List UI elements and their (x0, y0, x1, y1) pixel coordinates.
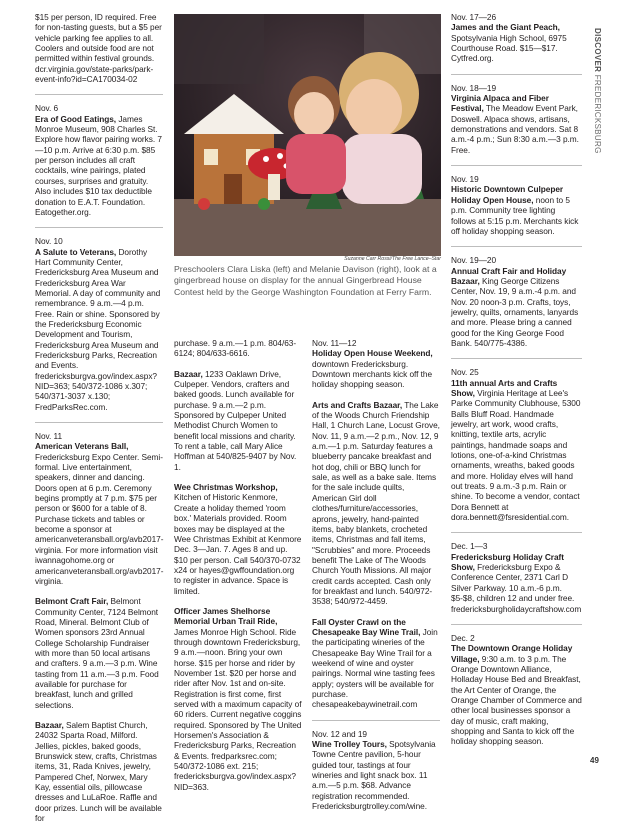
event-body: James Monroe High School. Ride through downtown Fredericksburg, 9 a.m.—noon. Bring your own horse. $15 per horse and rider by November 1st. $20 per horse and rider after Nov. 1st and on-site. Registration is first come, first served with a maximum capacity of 60 riders. Current negative coggins required. Sponsored by The United Horsemen's Association & Fredericksburg Parks, Recreation & Events. fredparksrec.com; 540/372-1086 ext. 215; fredericksburgva.gov/index.aspx?NID=363. (174, 626, 302, 792)
running-head (592, 28, 604, 178)
event-entry (451, 633, 582, 747)
event-entry (312, 617, 440, 710)
divider (35, 227, 163, 228)
divider (35, 94, 163, 95)
event-title: Virginia Alpaca and Fiber Festival, (451, 93, 549, 114)
event-entry (312, 400, 440, 607)
divider (451, 358, 582, 359)
event-date: Nov. 11 (35, 431, 63, 442)
event-title: 11th annual Arts and Crafts Show, (451, 377, 558, 398)
event-date: Dec. 1—3 (451, 541, 488, 552)
event-body: Kitchen of Historic Kenmore, Create a holiday themed 'room box.' Materials provided. Room boxes may be displayed at the Wee Christmas Exhibit at Kenmore Dec. 3—Jan. 7. Ages 8 and up. $10 per person. Call 540/370-0732 x24 or hayes@gwffoundation.org to register in advance. Space is limited. (174, 492, 302, 596)
event-date: Nov. 19—20 (451, 255, 497, 266)
event-entry (312, 729, 440, 812)
column-3 (312, 338, 440, 821)
event-entry (35, 236, 163, 412)
event-body: The Meadow Event Park, Doswell. Alpaca shows, artisans, demonstrations and vendors. Sat 8 a.m.-4 p.m.; Sun 8:30 a.m.—3 p.m. Free. (451, 103, 579, 155)
event-entry (35, 103, 163, 217)
event-body: 1233 Oaklawn Drive, Culpeper. Vendors, crafters and baked goods. Lunch available for purchase. 9 a.m.—2 p.m. Sponsored by Culpeper United Methodist Church Women to benefit local missions and charity. To rent a table, call Mary Alice Hoffman at 540/825-9407 by Nov. 1. (174, 368, 297, 472)
event-body: King George Citizens Center, Nov. 19, 9 a.m.-4 p.m. and Nov. 20 noon-3 p.m. Crafts, toys, jewelry, quilts, ornaments, lanyards and more. Please bring a canned good for the King George Food Bank. 540/775-4386. (451, 275, 579, 348)
event-entry (35, 720, 163, 823)
event-entry (35, 431, 163, 586)
photo-caption: Preschoolers Clara Liska (left) and Melanie Davison (right), look at a gingerbread house on display for the annual Gingerbread House Contest held by the George Washington Foundation at Ferry Farm. (174, 264, 437, 297)
event-body: Fredericksburg Expo Center. Semi-formal. Live entertainment, speakers, dinner and dancing. Doors open at 6 p.m. Ceremony begins promptly at 7 p.m. $75 per person or $600 for a table of 8. Purchase tickets and tables or become a sponsor at americanveteransball.org/avb2017-virginia. For more information visit iwannagohome.org or americanveteransball.org/avb2017-virginia. (35, 451, 164, 586)
divider (451, 246, 582, 247)
event-entry (451, 367, 582, 522)
event-date: Nov. 19 (451, 174, 479, 185)
event-title: James and the Giant Peach, (451, 22, 560, 33)
event-body: Virginia Heritage at Lee's Parke Community Clubhouse, 5300 Balls Bluff Road. Handmade jewelry, art work, wood crafts, knitting, textile arts, acrylic paintings, handmade soaps and lotions, one-of-a-kind Christmas ornaments, wreaths, baked goods and more. Holiday elves will hand out treats. 9 a.m.-3 p.m. Rain or shine. To become a vendor, contact Dora Bennett at dora.bennett@fsresidential.com. (451, 387, 581, 523)
event-entry (312, 338, 440, 390)
event-body: Spotsylvania Towne Centre pavilion, 5-hour guided tour, tastings at four wineries and light snack box. 11 a.m.—5 p.m. $68. Advance registration recommended. Fredericksburgtrolley.com/wine. (312, 739, 436, 812)
event-entry (35, 12, 163, 84)
event-body: Belmont Community Center, 7124 Belmont Road, Mineral. Belmont Club of Women sponsors 23rd Annual College Scholarship Fundraiser with more than 50 local artisans and crafters. 9 a.m.—3 p.m. Wine tasting from 11 a.m.—3 p.m. Food available for purchase for breakfast, lunch and grilled selections. (35, 596, 159, 710)
page-number: 49 (590, 756, 599, 765)
event-title: Era of Good Eatings, (35, 113, 117, 124)
event-date: Nov. 10 (35, 236, 63, 247)
event-entry (451, 83, 582, 155)
event-title: Bazaar, (174, 368, 203, 379)
column-1 (35, 12, 163, 833)
event-entry (174, 606, 302, 792)
event-date: Dec. 2 (451, 632, 475, 643)
event-entry (174, 482, 302, 596)
event-body: noon to 5 p.m. Community tree lighting follows at 5:15 p.m. Merchants kick off holiday shopping season. (451, 194, 579, 236)
event-body: Dorothy Hart Community Center, Fredericksburg Area Museum and Fredericksburg Area War Memorial. A day of community and remembrance. 9 a.m.—4 p.m. Free. Rain or shine. Sponsored by the Fredericksburg Economic Development and Tourism, Fredericksburg Area Museum and Fredericksburg Parks, Recreation and Events. fredericksburgva.gov/index.aspx?NID=363; 540/372-1086 x.307; 540/371-3037 x.130; FredParksRec.com. (35, 246, 161, 412)
event-body: James Monroe Museum, 908 Charles St. Explore how flavor pairing works. 7—10 p.m. Arrive at 6:30 p.m. $85 per person includes all craft cocktails, wine pairings, plated courses, surprises and gratuity. Also includes $10 tax deductible donation to E.A.T. Foundation. Eatogether.org. (35, 113, 162, 217)
event-date: Nov. 25 (451, 367, 479, 378)
event-title: American Veterans Ball, (35, 441, 129, 452)
event-title: Wee Christmas Workshop, (174, 482, 278, 493)
event-entry (35, 596, 163, 710)
event-entry (451, 255, 582, 348)
photo-illustration (174, 14, 441, 256)
event-date: Nov. 17—26 (451, 12, 497, 22)
event-body: purchase. 9 a.m.—1 p.m. 804/63-6124; 804/633-6616. (174, 338, 297, 359)
event-body: $15 per person, ID required. Free for non-tasting guests, but a $5 per vehicle parking fee applies to all. Coolers and outside food are not permitted within festival grounds. dcr.virginia.gov/state-parks/park-event-info?id=CA170034-02 (35, 12, 162, 85)
column-2 (174, 338, 302, 802)
event-entry (174, 369, 302, 472)
running-head-city: FREDERICKSBURG (593, 74, 602, 154)
event-entry (451, 174, 582, 236)
event-body: downtown Fredericksburg. Downtown merchants kick off the holiday shopping season. (312, 358, 433, 390)
event-body: The Lake of the Woods Church Friendship Hall, 1 Church Lane, Locust Grove, Nov. 11, 9 a.m.—2 p.m., Nov. 12, 9 a.m.—1 p.m. Saturday features a blueberry pancake breakfast and hot dog, chili or BBQ lunch for sale, as well as a bake sale. Items for the sale include quilts, American Girl doll clothes/furniture/accessories, aprons, jewelry, hand-painted items, baby blankets, crocheted items, Christmas and fall items, "Scrubbies" and more. Proceeds benefit The Lake of The Woods Church Youth Missions. All major credit cards accepted. Cash only for breakfast and lunch. 540/972-3538; 540/972-4459. (312, 399, 440, 607)
running-head-section: DISCOVER (593, 28, 602, 73)
event-title: Holiday Open House Weekend, (312, 348, 433, 359)
event-title: Belmont Craft Fair, (35, 596, 109, 607)
event-date: Nov. 11—12 (312, 338, 357, 348)
event-body: 9:30 a.m. to 3 p.m. The Orange Downtown Alliance, Holladay House Bed and Breakfast, the Art Center of Orange, the Orange Chamber of Commerce and other local businesses sponsor a day of music, craft making, shopping and Santa to kick off the holiday shopping season. (451, 653, 582, 747)
event-date: Nov. 6 (35, 103, 59, 114)
event-body: Salem Baptist Church, 24032 Sparta Road, Milford. Jellies, pickles, baked goods, Brunswick stew, crafts, Christmas items, 31, Rada Knives, jewelry, Pampered Chef, Norwex, Mary Kay, essential oils, pillowcase dresses and LuLaRoe. Raffle and door prizes. Lunch will be available for (35, 719, 162, 824)
event-entry (174, 338, 302, 359)
event-title: Wine Trolley Tours, (312, 739, 387, 750)
event-body: Spotsylvania High School, 6975 Courthouse Road. $15—$17. Cytfred.org. (451, 32, 567, 64)
gingerbread-photo (174, 14, 441, 256)
column-4 (451, 12, 582, 757)
photo-credit: Suzanne Carr Rossi/The Free Lance–Star (344, 256, 441, 262)
event-body: Join the participating wineries of the Chesapeake Bay Wine Trail for a weekend of wine and oyster pairings. Normal wine tasting fees apply; oysters will be available for purchase. chesapeakebaywinetrail.com (312, 626, 438, 710)
divider (451, 74, 582, 75)
event-body: Fredericksburg Expo & Conference Center, 2371 Carl D Silver Parkway. 10 a.m.-6 p.m. $5-$8, children 12 and under free. fredericksburgholidaycraftshow.com (451, 562, 582, 614)
event-title: Annual Craft Fair and Holiday Bazaar, (451, 265, 567, 286)
event-title: Historic Downtown Culpeper Holiday Open House, (451, 184, 564, 205)
divider (312, 720, 440, 721)
event-entry (451, 12, 582, 64)
event-title: A Salute to Veterans, (35, 246, 117, 257)
divider (35, 422, 163, 423)
event-title: Officer James Shelhorse Memorial Urban Trail Ride, (174, 605, 278, 627)
event-title: The Downtown Orange Holiday Village, (451, 643, 573, 664)
divider (451, 165, 582, 166)
event-entry (451, 541, 582, 613)
event-title: Arts and Crafts Bazaar, (312, 399, 403, 410)
event-date: Nov. 12 and 19 (312, 728, 367, 739)
event-title: Fall Oyster Crawl on the Chesapeake Bay Wine Trail, (312, 616, 421, 637)
divider (451, 532, 582, 533)
event-title: Bazaar, (35, 719, 64, 730)
event-title: Fredericksburg Holiday Craft Show, (451, 551, 564, 573)
divider (451, 624, 582, 625)
event-date: Nov. 18—19 (451, 82, 497, 93)
